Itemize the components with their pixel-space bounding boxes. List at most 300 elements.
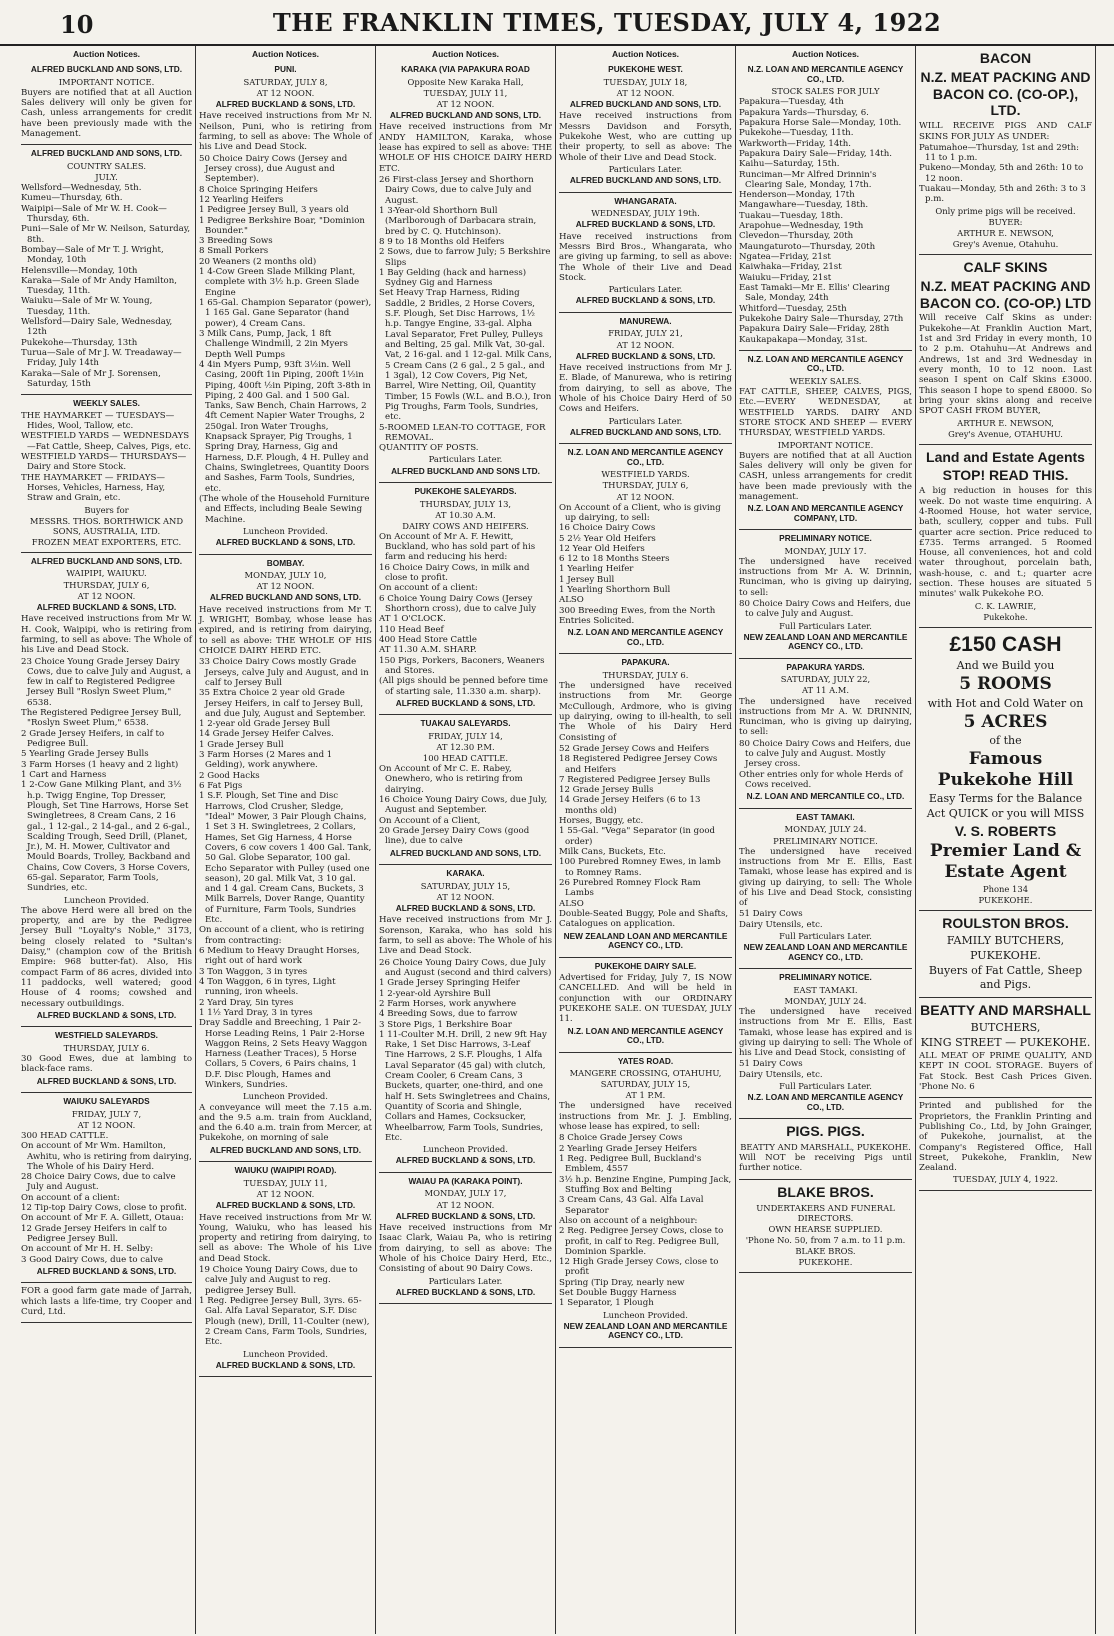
- list-item: THE HAYMARKET — TUESDAYS—Hides, Wool, Tallow, etc.: [21, 410, 175, 432]
- list-item: 26 First-class Jersey and Shorthorn Dairy Cows, due to calve July and August.: [379, 175, 534, 206]
- column-header: Auction Notices.: [251, 49, 320, 59]
- list-item: 1 S.F. Plough, Set Tine and Disc Harrows, Clod Crusher, Sledge, "Ideal" Mower, 3 Pair Plough Chains, 1 Set 3 H. Swingletrees, 2 Collars, Hames, Set Gig Harness, 4 Horse Covers, 6 cow covers 1 400 Gal. Tank, 50 Gal. Globe Separator, 100 gal. Echo Separator with Pulley (used one season), 20 gal. Milk Vat, 3 10 gal. and 1 4 gal. Cream Cans, Buckets, 3 Milk Barrels, Dover Range, Quantity of Furniture, Farm Tools, Sundries Etc.: [199, 791, 372, 926]
- list-item: 5 2½ Year Old Heifers: [559, 533, 656, 544]
- list-item: 400 Head Store Cattle: [379, 634, 477, 645]
- list-item: 300 Breeding Ewes, from the North: [559, 605, 716, 616]
- list-item: 6 Fat Pigs: [199, 781, 243, 792]
- notice-line: OWN HEARSE SUPPLIED.: [768, 1223, 883, 1234]
- columns: [18, 46, 1106, 1634]
- notice-line: FROZEN MEAT EXPORTERS, ETC.: [31, 536, 182, 547]
- notice-title: WAIUKU (WAIPIPI ROAD).: [234, 1165, 337, 1176]
- list-item: On account of Mr F. A. Gillett, Otaua:: [21, 1213, 184, 1224]
- list-item: 6 Medium to Heavy Draught Horses, right out of hard work: [199, 946, 360, 967]
- list-item: Kaihu—Saturday, 15th.: [739, 159, 840, 170]
- list-item: 6 Choice Young Dairy Cows (Jersey Shorthorn cross), due to calve July: [379, 593, 537, 615]
- list-item: Waiuku—Friday, 21st: [739, 272, 832, 283]
- notice-line: 5 ACRES: [963, 711, 1048, 732]
- notice: [739, 1180, 912, 1273]
- item-list: [559, 744, 732, 930]
- list-item: 12 Yearling Heifers: [199, 194, 284, 205]
- notice: [21, 1283, 192, 1323]
- list-item: On Account of Mr A. F. Hewitt, Buckland, who has sold part of his farm and reducing his herd:: [379, 531, 536, 563]
- notice-signature: N.Z. LOAN AND MERCANTILE CO., LTD.: [746, 791, 905, 802]
- notice-title: PUKEKOHE WEST.: [608, 64, 683, 75]
- notice-line: IMPORTANT NOTICE.: [58, 76, 155, 87]
- list-item: Dray Saddle and Breeching, 1 Pair 2-Horse Leading Reins, 1 Pair 2-Horse Waggon Reins, 2 Sets Heavy Waggon Harness (Leather Traces), 5 Horse Collars, 5 Covers, 6 Pairs chains, 1 D.F. Disc Plough, Hames and Winkers, Sundries.: [199, 1018, 368, 1091]
- list-item: 6 12 to 18 Months Steers: [559, 554, 670, 565]
- column-header: Auction Notices.: [431, 49, 500, 59]
- notice: [21, 1027, 192, 1093]
- list-item: Whitford—Tuesday, 25th: [739, 303, 847, 314]
- notice-line: WESTFIELD YARDS.: [601, 469, 690, 480]
- list-item: Wellsford—Dairy Sale, Wednesday, 12th: [21, 317, 173, 338]
- notice-line: Grey's Avenue, OTAHUHU.: [948, 428, 1063, 439]
- item-list: [739, 909, 912, 930]
- list-item: On account of Mr Wm. Hamilton, Awhitu, who is retiring from dairying, The Whole of his Dairy Herd.: [21, 1141, 192, 1172]
- notice-title: N.Z. LOAN AND MERCANTILE AGENCY CO., LTD.: [567, 447, 724, 467]
- list-item: Turua—Sale of Mr J. W. Treadaway—Friday, July 14th: [21, 348, 182, 369]
- list-item: 18 Registered Pedigree Jersey Cows and Heifers: [559, 754, 718, 775]
- list-item: 51 Dairy Cows: [739, 1059, 803, 1070]
- notice-line: SATURDAY, JULY 22,: [780, 674, 871, 685]
- notice-subtitle: ALFRED BUCKLAND & SONS, LTD.: [215, 1199, 356, 1210]
- list-item: 1 65-Gal. Champion Separator (power), 1 165 Gal. Gane Separator (hand power), 4 Cream Cans.: [199, 298, 372, 329]
- notice-line: PUKEKOHE.: [978, 895, 1033, 906]
- notice-line: SATURDAY, JULY 15,: [600, 1079, 691, 1090]
- list-item: Horses, Buggy, etc.: [559, 816, 644, 827]
- list-item: 1 55-Gal. "Vega" Separator (in good order): [559, 826, 716, 847]
- notice-line: ARTHUR E. NEWSON,: [957, 417, 1054, 428]
- notice: [21, 553, 192, 1027]
- list-item: Entries Solicited.: [559, 616, 635, 627]
- notice-line: Easy Terms for the Balance: [928, 792, 1083, 806]
- list-item: 150 Pigs, Porkers, Baconers, Weaners and Stores.: [379, 655, 545, 676]
- notice-title: EAST TAMAKI.: [796, 811, 855, 822]
- notice-line: KING STREET — PUKEKOHE.: [920, 1035, 1091, 1049]
- notice: [21, 395, 192, 553]
- list-item: Other entries only for whole Herds of Cows received.: [739, 769, 903, 791]
- masthead: [0, 0, 1114, 46]
- notice-title: WEEKLY SALES.: [73, 398, 140, 409]
- notice-signature: ALFRED BUCKLAND AND SONS, LTD.: [569, 175, 722, 186]
- notice-signature: ALFRED BUCKLAND & SONS, LTD.: [395, 1286, 536, 1297]
- notice: [21, 145, 192, 395]
- notice-line: WEDNESDAY, JULY 19th.: [591, 208, 700, 219]
- item-list: [21, 1131, 192, 1265]
- notice-title: WAIUKU SALEYARDS: [63, 1096, 150, 1107]
- notice-body: Have received instructions from Mr N. Neilson, Puni, who is retiring from farming, to sell as above: The Whole of his Live and Dead Stock.: [199, 111, 372, 153]
- list-item: 2 Farm Horses, work anywhere: [379, 998, 517, 1009]
- notice-line: THURSDAY, JULY 6,: [63, 579, 150, 590]
- list-item: 110 Head Beef: [379, 624, 444, 635]
- list-item: 3 Breeding Sows: [199, 236, 273, 247]
- notice-line: AT 11 A.M.: [801, 685, 850, 696]
- list-item: East Tamaki—Mr E. Ellis' Clearing Sale, Monday, 24th: [739, 282, 890, 304]
- notice-body: WILL RECEIVE PIGS AND CALF SKINS FOR JULY AS UNDER:: [919, 121, 1092, 142]
- notice-line: TUESDAY, JULY 11,: [243, 1177, 328, 1188]
- notice-body: Buyers are notified that at all Auction Sales delivery will only be given for CASH, unless arrangements for credit have been made previously with the management.: [739, 450, 912, 502]
- notice-body: Have received instructions from Messrs Davidson and Forsyth, Pukekohe West, who are cutting up their property, to sell as above: The Whole of their Live and Dead Stock.: [559, 111, 732, 163]
- list-item: 20 Grade Jersey Dairy Cows (good line), due to calve: [379, 826, 530, 847]
- list-item: 12 Grade Jersey Bulls: [559, 785, 654, 796]
- list-item: 20 Weaners (2 months old): [199, 256, 317, 267]
- notice: [919, 628, 1092, 911]
- list-item: 1 Pedigree Berkshire Boar, "Dominion Bounder.": [199, 215, 365, 236]
- notice-line: Luncheon Provided.: [243, 525, 328, 536]
- notice-line: AT 12 NOON.: [77, 590, 136, 601]
- notice-line: AT 1 P.M.: [625, 1090, 666, 1101]
- page-number: 10: [60, 10, 94, 39]
- list-item: 2 Yearling Grade Jersey Heifers: [559, 1143, 697, 1154]
- list-item: Karaka—Sale of Mr Andy Hamilton, Tuesday, 11th.: [21, 275, 177, 297]
- list-item: 3 Good Dairy Cows, due to calve: [21, 1254, 163, 1265]
- notice-title: KARAKA.: [446, 868, 485, 879]
- list-item: Dairy Utensils, etc.: [739, 919, 823, 930]
- notice-subtitle: STOP! READ THIS.: [942, 467, 1069, 484]
- notice-line: TUESDAY, JULY 18,: [603, 76, 688, 87]
- list-item: On account of Mr H. H. Selby:: [21, 1244, 154, 1255]
- notice-body: Have received instructions from Mr T. J. WRIGHT, Bombay, whose lease has expired, and is retiring from dairying, to sell as above: THE WHOLE OF HIS CHOICE DAIRY HERD ETC.: [199, 604, 372, 656]
- notice-line: WEEKLY SALES.: [789, 375, 862, 386]
- notice-body: Buyers are notified that at all Auction Sales delivery will only be given for Cash, unless arrangements for credit have been previously made with the Management.: [21, 87, 192, 140]
- notice-subtitle: ALFRED BUCKLAND & SONS, LTD.: [395, 1210, 536, 1221]
- notice-title: MANUREWA.: [619, 315, 672, 326]
- notice-line: AT 12 NOON.: [256, 1188, 315, 1199]
- notice: [919, 445, 1092, 628]
- list-item: 16 Choice Young Dairy Cows, due July, August and September.: [379, 795, 548, 816]
- notice-subtitle: ALFRED BUCKLAND & SONS, LTD.: [215, 98, 356, 109]
- list-item: 2 Reg. Pedigree Jersey Cows, close to profit, in calf to Reg. Pedigree Bull, Dominion Sparkle.: [559, 1226, 724, 1257]
- list-item: 1 11-Coulter M.H. Drill, 2 new 9ft Hay Rake, 1 Set Disc Harrows, 3-Leaf Tine Harrows, 2 S.F. Ploughs, 1 Alfa Laval Separator (45 gal) with clutch, Cream Cooler, 6 Cream Cans, 3 Buckets, quarter, one-third, and one half H. Sets Swingletrees and Chains, Quantity of Scoria and Shingle, Collars and Hames, Cocksucker, Wheelbarrow, Farm Tools, Sundries, Etc.: [379, 1029, 551, 1143]
- notice-title: BACON: [979, 50, 1032, 66]
- list-item: Patumahoe—Thursday, 1st and 29th: 11 to 1 p.m.: [919, 142, 1080, 164]
- notice-line: Luncheon Provided.: [64, 894, 149, 905]
- list-item: 3 Milk Cans, Pump, Jack, 1 8ft Challenge Windmill, 2 2in Myers Depth Well Pumps: [199, 328, 348, 360]
- list-item: (The whole of the Household Furniture and Effects, including Beale Sewing Machine.: [199, 493, 370, 525]
- notice-line: THURSDAY, JULY 13,: [419, 498, 512, 509]
- column-header: Auction Notices.: [791, 49, 860, 59]
- notice-line: Full Particulars Later.: [779, 620, 872, 631]
- list-item: Maungaturoto—Thursday, 20th: [739, 241, 876, 252]
- notice-line: Buyers of Fat Cattle, Sheep and Pigs.: [928, 964, 1083, 991]
- notice: [559, 61, 732, 192]
- list-item: 1 Grade Jersey Springing Heifer: [379, 978, 520, 989]
- list-item: WESTFIELD YARDS — WEDNESDAYS—Fat Cattle, Sheep, Calves, Pigs, etc.: [21, 431, 191, 452]
- item-list: [559, 503, 732, 627]
- item-list: [559, 1133, 732, 1308]
- notice-title: BOMBAY.: [266, 557, 305, 568]
- notice-line: Grey's Avenue, Otahuhu.: [952, 238, 1059, 249]
- list-item: 5-ROOMED LEAN-TO COTTAGE, FOR REMOVAL.: [379, 422, 546, 443]
- list-item: 35 Extra Choice 2 year old Grade Jersey Heifers, in calf to Jersey Bull, and due July, August and September.: [199, 688, 366, 719]
- item-list: [199, 657, 372, 1090]
- notice-line: SATURDAY, JULY 8,: [243, 76, 328, 87]
- item-list: [199, 154, 372, 525]
- notice-line: AT 12 NOON.: [436, 891, 495, 902]
- list-item: 100 Purebred Romney Ewes, in lamb to Romney Rams.: [559, 857, 721, 878]
- item-list: [21, 183, 192, 389]
- notice-body: The undersigned have received instructions from Mr. George McCullough, Ardmore, who is giving up dairying, owing to ill-health, to sell The Whole of his Dairy Herd Consisting of: [559, 681, 732, 743]
- list-item: 1 2-year old Grade Jersey Bull: [199, 719, 331, 730]
- notice-line: MANGERE CROSSING, OTAHUHU,: [569, 1068, 722, 1079]
- notice-line: AT 12 NOON.: [436, 98, 495, 109]
- notice-title: ALFRED BUCKLAND AND SONS, LTD.: [30, 148, 183, 159]
- notice-signature: NEW ZEALAND LOAN AND MERCANTILE AGENCY CO., LTD.: [563, 930, 728, 951]
- notice: [739, 1119, 912, 1180]
- list-item: 7 Registered Pedigree Jersey Bulls: [559, 774, 711, 785]
- notice-line: FRIDAY, JULY 7,: [71, 1108, 142, 1119]
- notice-line: FAMILY BUTCHERS,: [946, 934, 1065, 948]
- list-item: Waipipi—Sale of Mr W. H. Cook—Thursday, 6th.: [21, 203, 167, 224]
- list-item: 50 Choice Dairy Cows (Jersey and Jersey cross), due August and September).: [199, 153, 348, 185]
- notice-signature: NEW ZEALAND LOAN AND MERCANTILE AGENCY CO., LTD.: [743, 631, 908, 652]
- list-item: 8 Choice Springing Heifers: [199, 184, 318, 195]
- notice-signature: NEW ZEALAND LOAN AND MERCANTILE AGENCY CO., LTD.: [743, 942, 908, 962]
- notice-line: PUKEKOHE.: [798, 1256, 853, 1267]
- notice-subtitle: ALFRED BUCKLAND & SONS, LTD.: [575, 350, 716, 361]
- column-1: [18, 46, 196, 1634]
- notice-body: FAT CATTLE, SHEEP, CALVES, PIGS, Etc.—EVERY WEDNESDAY, at WESTFIELD YARDS. DAIRY AND STORE STOCK AND SHEEP — EVERY THURSDAY, WESTFIELD YARDS.: [739, 386, 912, 439]
- list-item: 2 Yard Dray, 5in tyres: [199, 997, 294, 1008]
- notice-line: PUKEKOHE.: [970, 949, 1041, 963]
- list-item: Henderson—Monday, 17th: [739, 190, 855, 201]
- notice: [739, 351, 912, 530]
- list-item: THE HAYMARKET — FRIDAYS—Horses, Vehicles, Harness, Hay, Straw and Grain, etc.: [21, 472, 166, 504]
- notice-body: 30 Good Ewes, due at lambing to black-face rams.: [21, 1054, 192, 1075]
- list-item: 1 Yearling Shorthorn Bull: [559, 585, 671, 596]
- notice-line: Full Particulars Later.: [779, 931, 872, 942]
- list-item: 1 2-year-old Ayrshire Bull: [379, 988, 491, 999]
- notice-line: AT 12 NOON.: [256, 87, 315, 98]
- list-item: Pukekohe Dairy Sale—Thursday, 27th: [739, 313, 904, 324]
- notice: [379, 61, 552, 483]
- list-item: 1 Grade Jersey Bull: [199, 739, 284, 750]
- notice-subtitle: ALFRED BUCKLAND & SONS, LTD.: [36, 601, 177, 612]
- notice-line: EAST TAMAKI.: [793, 984, 858, 995]
- notice-line: ARTHUR E. NEWSON,: [957, 227, 1054, 238]
- list-item: AT 11.30 A.M. SHARP.: [379, 645, 477, 656]
- notice-line: Act QUICK or you will MISS: [926, 807, 1085, 821]
- notice-line: MONDAY, JULY 17,: [424, 1188, 507, 1199]
- notice-body: Have received instructions from Mr W. H. Cook, Waipipi, who is retiring from farming, to sell as above: The Whole of his Live and Dead Stock.: [21, 614, 192, 656]
- notice-signature: ALFRED BUCKLAND & SONS, LTD.: [36, 1075, 177, 1086]
- notice-body: Have received instructions from Mr J. E. Blade, of Manurewa, who is retiring from dairying, to sell as above, The Whole of his Choice Dairy Herd of 50 Cows and Heifers.: [559, 363, 732, 415]
- notice-title: WHANGARATA.: [614, 195, 677, 206]
- notice-line: MONDAY, JULY 24.: [784, 824, 867, 835]
- notice-subtitle: ALFRED BUCKLAND AND SONS, LTD.: [209, 592, 362, 603]
- notice-title: ROULSTON BROS.: [942, 915, 1069, 932]
- notice-line: Luncheon Provided.: [423, 1144, 508, 1155]
- list-item: 80 Choice Dairy Cows and Heifers, due to calve July and August.: [739, 599, 911, 620]
- item-list: [21, 411, 192, 504]
- list-item: 4 4in Myers Pump, 93ft 3½in. Well Casing, 200ft 1in Piping, 200ft 1½in Piping, 400ft ½in Piping, 20ft 3-8th in Piping, 2 400 Gal. and 1 500 Gal. Tanks, Saw Bench, Chain Harrows, 2 4ft Cement Napier Water Troughs, 2 250gal. Iron Water Troughs, Knapsack Sprayer, Pig Troughs, 1 Spring Dray, Harness, Gig and Harness, D.F. Plough, 4 H. Pulley and Chains, Swingletrees, Quantity Doors and Sashes, Farm Tools, Sundries, etc.: [199, 359, 371, 494]
- notice-line: UNDERTAKERS AND FUNERAL DIRECTORS.: [756, 1202, 895, 1223]
- list-item: 4 Ton Waggon, 6 in tyres, Light running, iron wheels.: [199, 976, 336, 998]
- notice: [919, 255, 1092, 445]
- notice: [739, 530, 912, 659]
- notice-title: BLAKE BROS.: [777, 1183, 874, 1200]
- list-item: 1 Jersey Bull: [559, 574, 615, 585]
- notice-line: AT 12 NOON.: [616, 339, 675, 350]
- notice-title: PUKEKOHE SALEYARDS.: [414, 486, 517, 497]
- notice-title: ALFRED BUCKLAND AND SONS, LTD.: [30, 555, 183, 566]
- notice: [559, 193, 732, 313]
- list-item: Karaka—Sale of Mr J. Sorensen, Saturday, 15th: [21, 368, 161, 389]
- notice-body: Will NOT be receiving Pigs until further notice.: [739, 1153, 912, 1174]
- notice-line: MONDAY, JULY 10,: [244, 570, 327, 581]
- list-item: 3 Store Pigs, 1 Berkshire Boar: [379, 1019, 512, 1030]
- list-item: On Account of a Client, who is giving up dairying, to sell:: [559, 502, 721, 523]
- notice-body: Have received instructions from Messrs Bird Bros., Whangarata, who are giving up farming, to sell as above: The Whole of their Live and Dead Stock.: [559, 231, 732, 283]
- column-header: Auction Notices.: [72, 49, 141, 59]
- list-item: 1 Reg. Pedigree Jersey Bull, 3yrs. 65-Gal. Alfa Laval Separator, S.F. Disc Plough (new), Drill, 11-Coulter (new), 2 Cream Cans, Farm Tools, Sundries, Etc.: [199, 1296, 370, 1348]
- newspaper-title: THE FRANKLIN TIMES, TUESDAY, JULY 4, 1922: [272, 8, 942, 37]
- list-item: 12 Year Old Heifers: [559, 543, 645, 554]
- notice-title: PIGS. PIGS.: [786, 1123, 865, 1140]
- list-item: On account of a client:: [21, 1192, 120, 1203]
- list-item: On account of a client:: [379, 583, 478, 594]
- list-item: 8 Choice Grade Jersey Cows: [559, 1133, 683, 1144]
- item-list: [739, 1059, 912, 1080]
- list-item: Warkworth—Friday, 14th.: [739, 138, 852, 149]
- notice-line: MESSRS. THOS. BORTHWICK AND SONS, AUSTRALIA, LTD.: [29, 515, 184, 536]
- notice-line: AT 12 NOON.: [77, 1119, 136, 1130]
- notice-line: AT 12 NOON.: [616, 491, 675, 502]
- list-item: Papakura Horse Sale—Monday, 10th.: [739, 117, 902, 128]
- item-list: [379, 958, 552, 1144]
- notice-title: CALF SKINS: [963, 259, 1048, 275]
- list-item: ALSO: [559, 898, 584, 909]
- list-item: 26 Purebred Romney Flock Ram Lambs: [559, 877, 701, 899]
- notice-title: PUNI.: [274, 64, 297, 75]
- notice-line: MONDAY, JULY 17.: [784, 545, 867, 556]
- list-item: Wellsford—Wednesday, 5th.: [21, 183, 142, 194]
- list-item: Tuakau—Tuesday, 18th.: [739, 210, 844, 221]
- list-item: Set Double Buggy Harness: [559, 1288, 677, 1299]
- notice-line: Luncheon Provided.: [243, 1091, 328, 1102]
- notice-line: with Hot and Cold Water on: [927, 696, 1084, 710]
- list-item: 3½ h.p. Benzine Engine, Pumping Jack, Stuffing Box and Belting: [559, 1174, 732, 1195]
- notice: [559, 1053, 732, 1348]
- notice-line: Luncheon Provided.: [243, 1348, 328, 1359]
- column-4: [556, 46, 736, 1634]
- notice-title: N.Z. LOAN AND MERCANTILE AGENCY CO., LTD.: [747, 353, 904, 374]
- notice-body: Have received instructions from Mr ANDY HAMILTON, Karaka, whose lease has expired to sell as above: THE WHOLE OF HIS CHOICE DAIRY HERD ETC.: [379, 122, 552, 174]
- notice-line: Particulars Later.: [608, 284, 683, 295]
- list-item: 1 Reg. Pedigree Bull, Buckland's Emblem, 4557: [559, 1154, 702, 1175]
- notice-title: WAIAU PA (KARAKA POINT).: [408, 1175, 523, 1186]
- notice-subtitle: N.Z. MEAT PACKING AND BACON CO. (CO-OP.) LTD: [919, 277, 1092, 311]
- notice: [199, 61, 372, 554]
- list-item: 1 Separator, 1 Plough: [559, 1298, 654, 1309]
- notice-line: Particulars Later.: [608, 163, 683, 174]
- notice-line: Buyers for: [84, 504, 129, 515]
- list-item: Pukekohe—Tuesday, 11th.: [739, 128, 854, 139]
- list-item: 51 Dairy Cows: [739, 909, 803, 920]
- list-item: Spring (Tip Dray, nearly new: [559, 1277, 685, 1288]
- notice-title: BEATTY AND MARSHALL: [920, 1001, 1091, 1018]
- list-item: 1 1½ Yard Dray, 3 in tyres: [199, 1007, 313, 1018]
- item-list: [379, 764, 552, 847]
- notice-line: Opposite New Karaka Hall,: [407, 76, 524, 87]
- list-item: Runciman—Mr Alfred Drinnin's Clearing Sale, Monday, 17th.: [739, 169, 877, 190]
- notice-line: TUESDAY, JULY 11,: [423, 87, 508, 98]
- notice-signature: ALFRED BUCKLAND & SONS, LTD.: [395, 1155, 536, 1166]
- list-item: Papakura Dairy Sale—Friday, 14th.: [739, 148, 893, 159]
- notice-line: THURSDAY, JULY 6,: [602, 480, 689, 491]
- notice-signature: NEW ZEALAND LOAN AND MERCANTILE AGENCY CO., LTD.: [563, 1320, 728, 1341]
- list-item: 3 Farm Horses (1 heavy and 2 light): [21, 759, 179, 770]
- list-item: 3 Cream Cans, 43 Gal. Alfa Laval Separator: [559, 1195, 704, 1216]
- notice-line: SATURDAY, JULY 15,: [420, 880, 511, 891]
- notice-title: PRELIMINARY NOTICE.: [779, 972, 872, 983]
- notice: [379, 483, 552, 715]
- list-item: Also on account of a neighbour:: [559, 1215, 698, 1226]
- notice-body: Have received instructions from Mr Isaac Clark, Waiau Pa, who is retiring from dairying, to sell as above: The Whole of his Choice Dairy Herd, Etc., Consisting of about 90 Dairy Cows.: [379, 1223, 552, 1275]
- notice-subtitle: V. S. ROBERTS: [954, 822, 1057, 839]
- list-item: Mangawhare—Tuesday, 18th.: [739, 200, 869, 211]
- list-item: 52 Grade Jersey Cows and Heifers: [559, 743, 710, 754]
- notice-subtitle: ALFRED BUCKLAND & SONS, LTD.: [575, 219, 716, 230]
- list-item: The Registered Pedigree Jersey Bull, "Roslyn Sweet Plum," 6538.: [21, 708, 182, 729]
- list-item: Papakura Dairy Sale—Friday, 28th: [739, 324, 890, 335]
- notice-title: TUAKAU SALEYARDS.: [420, 718, 511, 729]
- notice-body: Have received instructions from Mr J. Sorenson, Karaka, who has sold his farm, to sell as above: The Whole of his Live and Dead Stock.: [379, 915, 552, 957]
- list-item: Kaiwhaka—Friday, 21st: [739, 262, 842, 273]
- notice-signature: N.Z. LOAN AND MERCANTILE AGENCY CO., LTD.: [747, 1092, 904, 1112]
- column-2: [196, 46, 376, 1634]
- list-item: 1 Pedigree Jersey Bull, 3 years old: [199, 205, 349, 216]
- item-list: [919, 143, 1092, 205]
- list-item: 33 Choice Dairy Cows mostly Grade Jerseys, calve July and August, and in calf to Jersey Bull: [199, 657, 369, 688]
- list-item: Arapohue—Wednesday, 19th: [739, 221, 864, 232]
- notice-body: The above Herd were all bred on the property, and are by the Pedigree Jersey Bull "Loyalty's Noble," 3173, being closely related to "Sultan's Daisy," (champion cow of the British Empire: 968 butter-fat). Also, His compact Farm of 86 acres, divided into 11 paddocks, well watered; good House of 4 rooms; cowshed and necessary outbuildings.: [21, 905, 192, 1009]
- notice-body: Have received instructions from Mr W. Young, Waiuku, who has leased his property and retiring from dairying, to sell as above: The Whole of his Live and Dead Stock.: [199, 1212, 372, 1264]
- notice-subtitle: ALFRED BUCKLAND AND SONS, LTD.: [569, 98, 722, 109]
- notice-signature: ALFRED BUCKLAND & SONS, LTD.: [395, 697, 536, 708]
- notice-line: COUNTRY SALES.: [66, 160, 147, 171]
- list-item: 2 Sows, due to farrow July; 5 Berkshire Slips: [379, 247, 551, 268]
- notice-line: PRELIMINARY NOTICE.: [773, 835, 878, 846]
- notice-body: The undersigned have received instructions from Mr E. Ellis, East Tamaki, whose lease has expired and is giving up dairying, to sell: The Whole of his Live and Dead Stock, consisting of: [739, 846, 912, 909]
- item-list: [199, 1265, 372, 1348]
- item-list: [379, 532, 552, 697]
- notice-line: BUTCHERS,: [970, 1020, 1041, 1034]
- notice-line: JULY.: [95, 171, 118, 182]
- notice-body: The undersigned have received instructions from Mr A. W. Drinnin, Runciman, who is giving up dairying, to sell:: [739, 556, 912, 598]
- list-item: 5 Yearling Grade Jersey Bulls: [21, 749, 149, 760]
- item-list: [379, 175, 552, 453]
- list-item: Kumeu—Thursday, 6th.: [21, 193, 123, 204]
- notice-title: KARAKA (VIA PAPAKURA ROAD: [401, 64, 530, 75]
- list-item: 1 Yearling Heifer: [559, 564, 634, 575]
- list-item: 12 Tip-top Dairy Cows, close to profit.: [21, 1203, 187, 1214]
- notice-line: DAIRY COWS AND HEIFERS.: [402, 520, 529, 531]
- column-3: [376, 46, 556, 1634]
- notice-body: Advertised for Friday, July 7, IS NOW CANCELLED. And will be held in conjunction with our ORDINARY PUKEKOHE SALE. ON TUESDAY, JULY 11.: [559, 973, 732, 1025]
- item-list: [739, 739, 912, 791]
- list-item: 8 9 to 18 Months old Heifers: [379, 236, 505, 247]
- list-item: 16 Choice Dairy Cows: [559, 523, 656, 534]
- notice-line: 5 ROOMS: [959, 674, 1052, 695]
- notice: [739, 809, 912, 969]
- notice-signature: ALFRED BUCKLAND AND SONS, LTD.: [569, 426, 722, 437]
- notice-signature: N.Z. LOAN AND MERCANTILE AGENCY CO., LTD.: [567, 1025, 724, 1046]
- list-item: 12 High Grade Jersey Cows, close to profit: [559, 1257, 719, 1278]
- list-item: 16 Choice Dairy Cows, in milk and close to profit.: [379, 562, 530, 584]
- list-item: Bombay—Sale of Mr T. J. Wright, Monday, 10th: [21, 244, 164, 266]
- list-item: 19 Choice Young Dairy Cows, due to calve July and August to reg. pedigree Jersey Bull.: [199, 1265, 358, 1296]
